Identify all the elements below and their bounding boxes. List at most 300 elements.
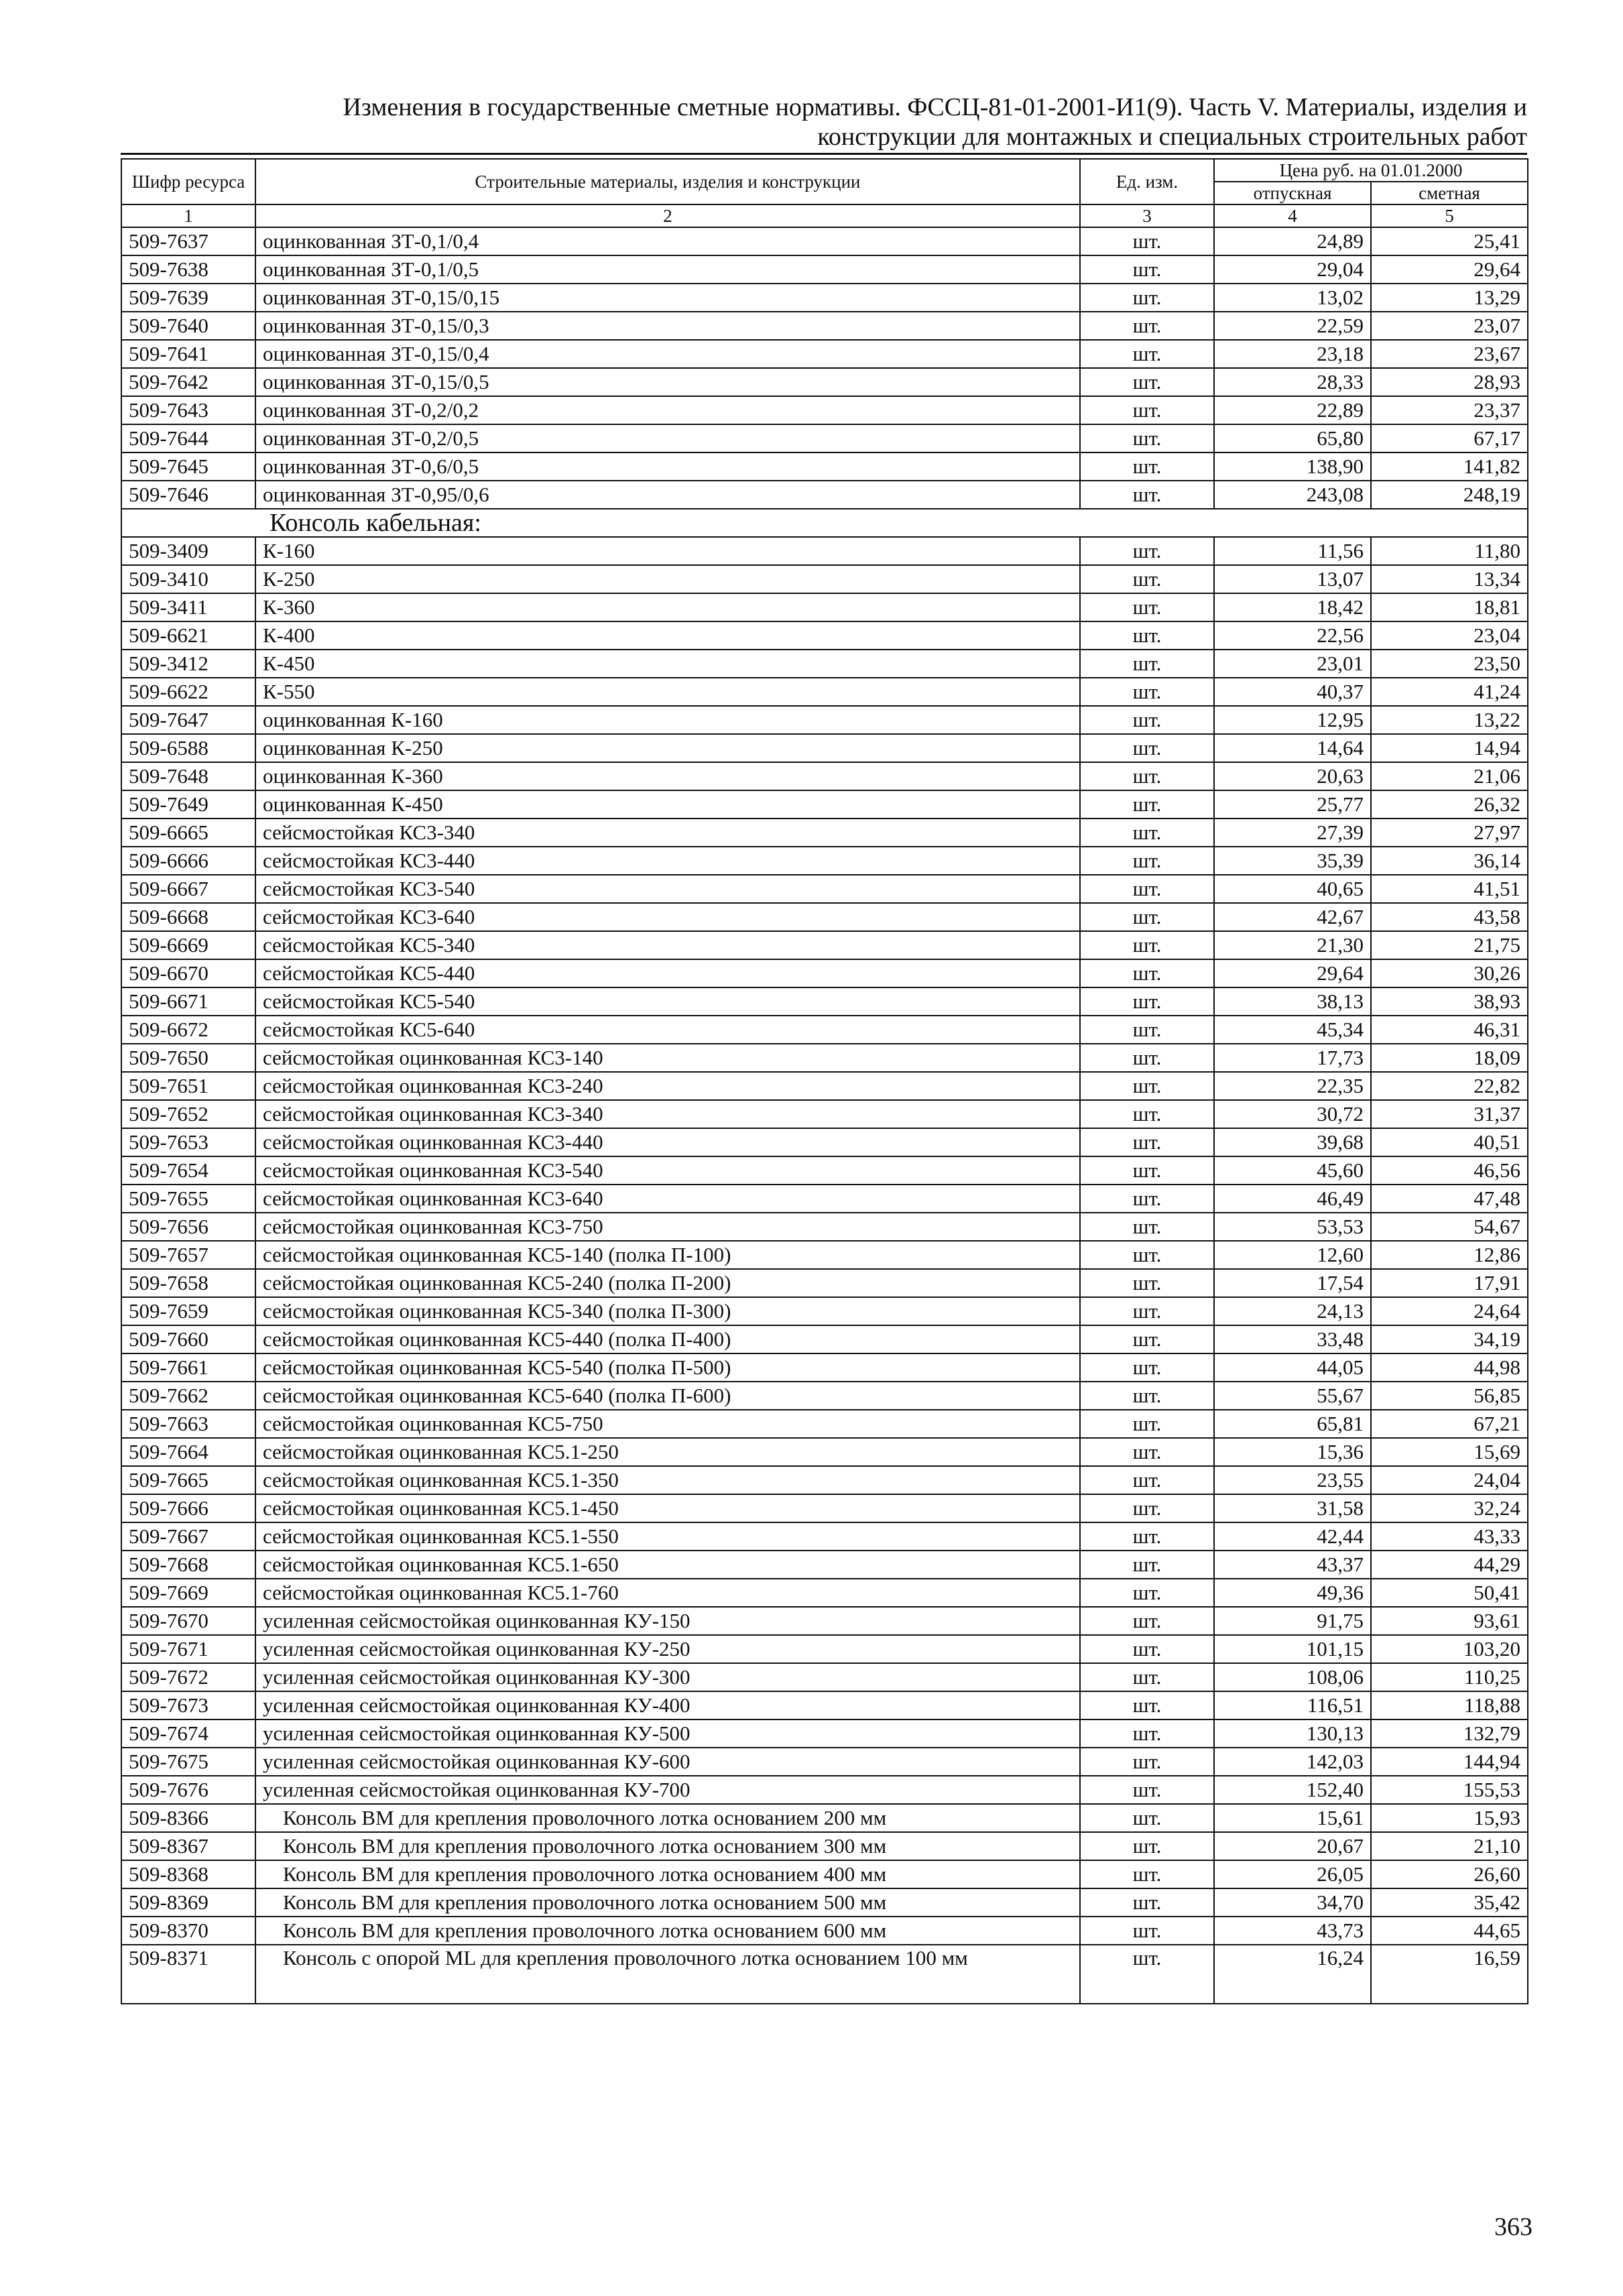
cell-p1: 38,13 <box>1214 987 1371 1016</box>
cell-name: оцинкованная ЗТ-0,1/0,4 <box>255 227 1080 255</box>
cell-p1: 20,63 <box>1214 762 1371 790</box>
cell-unit: шт. <box>1080 1297 1214 1325</box>
cell-name: сейсмостойкая оцинкованная КС5.1-450 <box>255 1494 1080 1522</box>
cell-p2: 35,42 <box>1371 1888 1528 1917</box>
cell-p1: 14,64 <box>1214 734 1371 762</box>
cell-code: 509-3410 <box>121 565 255 593</box>
cell-code: 509-7656 <box>121 1213 255 1241</box>
table-row <box>121 1466 1528 1494</box>
cell-p2: 12,86 <box>1371 1241 1528 1269</box>
cell-code: 509-7658 <box>121 1269 255 1297</box>
table-row <box>121 1410 1528 1438</box>
cell-unit: шт. <box>1080 424 1214 452</box>
cell-p2: 15,93 <box>1371 1804 1528 1832</box>
cell-p2: 13,34 <box>1371 565 1528 593</box>
cell-p1: 43,73 <box>1214 1917 1371 1945</box>
cell-p1: 17,54 <box>1214 1269 1371 1297</box>
cell-unit: шт. <box>1080 1945 1214 2004</box>
cell-unit: шт. <box>1080 1719 1214 1748</box>
cell-unit: шт. <box>1080 1804 1214 1832</box>
cell-p2: 56,85 <box>1371 1382 1528 1410</box>
cell-p2: 21,75 <box>1371 931 1528 959</box>
table-row <box>121 875 1528 903</box>
cell-name: усиленная сейсмостойкая оцинкованная КУ-500 <box>255 1719 1080 1748</box>
cell-code: 509-6665 <box>121 819 255 847</box>
table-row <box>121 481 1528 509</box>
cell-code: 509-7664 <box>121 1438 255 1466</box>
table-row <box>121 931 1528 959</box>
cell-name: оцинкованная К-250 <box>255 734 1080 762</box>
table-row <box>121 1185 1528 1213</box>
cell-code: 509-7662 <box>121 1382 255 1410</box>
cell-p2: 44,29 <box>1371 1551 1528 1579</box>
cell-p2: 110,25 <box>1371 1663 1528 1691</box>
cell-unit: шт. <box>1080 1213 1214 1241</box>
cell-unit: шт. <box>1080 368 1214 396</box>
table-row <box>121 1325 1528 1353</box>
cell-code: 509-8371 <box>121 1945 255 2004</box>
cell-p1: 16,24 <box>1214 1945 1371 2004</box>
col-number: 5 <box>1371 204 1528 227</box>
cell-unit: шт. <box>1080 1522 1214 1551</box>
table-row <box>121 1945 1528 2004</box>
col-number: 1 <box>121 204 255 227</box>
cell-p2: 23,04 <box>1371 621 1528 650</box>
cell-unit: шт. <box>1080 1607 1214 1635</box>
cell-name: сейсмостойкая оцинкованная КС5.1-550 <box>255 1522 1080 1551</box>
cell-name: сейсмостойкая КС3-540 <box>255 875 1080 903</box>
cell-code: 509-7653 <box>121 1128 255 1156</box>
cell-name: сейсмостойкая оцинкованная КС3-240 <box>255 1072 1080 1100</box>
cell-p2: 118,88 <box>1371 1691 1528 1719</box>
cell-p2: 93,61 <box>1371 1607 1528 1635</box>
cell-p1: 130,13 <box>1214 1719 1371 1748</box>
table-row <box>121 1072 1528 1100</box>
section-title: Консоль кабельная: <box>121 509 1528 537</box>
cell-unit: шт. <box>1080 1551 1214 1579</box>
cell-code: 509-7644 <box>121 424 255 452</box>
cell-code: 509-7655 <box>121 1185 255 1213</box>
cell-p1: 23,55 <box>1214 1466 1371 1494</box>
table-row <box>121 1860 1528 1888</box>
cell-code: 509-7670 <box>121 1607 255 1635</box>
cell-p1: 39,68 <box>1214 1128 1371 1156</box>
cell-p2: 15,69 <box>1371 1438 1528 1466</box>
cell-name: сейсмостойкая оцинкованная КС3-540 <box>255 1156 1080 1185</box>
cell-p1: 31,58 <box>1214 1494 1371 1522</box>
cell-name: оцинкованная К-360 <box>255 762 1080 790</box>
cell-name: сейсмостойкая КС3-640 <box>255 903 1080 931</box>
table-row <box>121 847 1528 875</box>
cell-name: К-250 <box>255 565 1080 593</box>
cell-code: 509-6621 <box>121 621 255 650</box>
section-row <box>121 509 1528 537</box>
table-row <box>121 1156 1528 1185</box>
cell-p2: 25,41 <box>1371 227 1528 255</box>
cell-name: сейсмостойкая оцинкованная КС5-540 (полка П-500) <box>255 1353 1080 1382</box>
cell-p1: 29,64 <box>1214 959 1371 987</box>
cell-code: 509-7648 <box>121 762 255 790</box>
cell-code: 509-7674 <box>121 1719 255 1748</box>
cell-p2: 24,64 <box>1371 1297 1528 1325</box>
table-row <box>121 903 1528 931</box>
cell-p1: 21,30 <box>1214 931 1371 959</box>
cell-p2: 21,10 <box>1371 1832 1528 1860</box>
cell-unit: шт. <box>1080 1832 1214 1860</box>
cell-code: 509-8369 <box>121 1888 255 1917</box>
cell-code: 509-7637 <box>121 227 255 255</box>
table-row <box>121 678 1528 706</box>
cell-name: Консоль ВМ для крепления проволочного лотка основанием 600 мм <box>255 1917 1080 1945</box>
cell-name: К-400 <box>255 621 1080 650</box>
table-row <box>121 1663 1528 1691</box>
cell-p2: 21,06 <box>1371 762 1528 790</box>
table-row <box>121 1776 1528 1804</box>
table-row <box>121 1100 1528 1128</box>
table-row <box>121 1522 1528 1551</box>
cell-name: оцинкованная ЗТ-0,15/0,4 <box>255 340 1080 368</box>
col-header-release: отпускная <box>1214 182 1371 204</box>
cell-code: 509-8370 <box>121 1917 255 1945</box>
cell-p2: 43,33 <box>1371 1522 1528 1551</box>
cell-p1: 45,34 <box>1214 1016 1371 1044</box>
cell-name: оцинкованная ЗТ-0,15/0,5 <box>255 368 1080 396</box>
cell-name: Консоль ВМ для крепления проволочного лотка основанием 200 мм <box>255 1804 1080 1832</box>
cell-code: 509-7647 <box>121 706 255 734</box>
cell-p1: 13,07 <box>1214 565 1371 593</box>
cell-name: сейсмостойкая оцинкованная КС5.1-760 <box>255 1579 1080 1607</box>
cell-p2: 132,79 <box>1371 1719 1528 1748</box>
cell-p1: 91,75 <box>1214 1607 1371 1635</box>
cell-code: 509-7659 <box>121 1297 255 1325</box>
cell-p1: 22,59 <box>1214 312 1371 340</box>
cell-name: К-450 <box>255 650 1080 678</box>
cell-unit: шт. <box>1080 1748 1214 1776</box>
cell-p1: 12,95 <box>1214 706 1371 734</box>
cell-unit: шт. <box>1080 396 1214 424</box>
cell-name: оцинкованная ЗТ-0,2/0,5 <box>255 424 1080 452</box>
cell-unit: шт. <box>1080 706 1214 734</box>
cell-code: 509-8368 <box>121 1860 255 1888</box>
table-row <box>121 227 1528 255</box>
cell-code: 509-7667 <box>121 1522 255 1551</box>
cell-p2: 44,98 <box>1371 1353 1528 1382</box>
cell-name: сейсмостойкая оцинкованная КС3-340 <box>255 1100 1080 1128</box>
cell-name: оцинкованная ЗТ-0,6/0,5 <box>255 452 1080 481</box>
cell-code: 509-7651 <box>121 1072 255 1100</box>
cell-p2: 46,56 <box>1371 1156 1528 1185</box>
cell-p1: 13,02 <box>1214 284 1371 312</box>
cell-code: 509-8367 <box>121 1832 255 1860</box>
cell-unit: шт. <box>1080 678 1214 706</box>
cell-name: сейсмостойкая КС5-440 <box>255 959 1080 987</box>
cell-code: 509-7650 <box>121 1044 255 1072</box>
cell-code: 509-6668 <box>121 903 255 931</box>
table-row <box>121 1241 1528 1269</box>
price-table <box>121 158 1528 2004</box>
col-header-name: Строительные материалы, изделия и конструкции <box>255 159 1080 204</box>
table-row <box>121 1607 1528 1635</box>
cell-p1: 24,13 <box>1214 1297 1371 1325</box>
cell-p1: 49,36 <box>1214 1579 1371 1607</box>
cell-unit: шт. <box>1080 621 1214 650</box>
cell-code: 509-7671 <box>121 1635 255 1663</box>
cell-p2: 29,64 <box>1371 255 1528 284</box>
cell-p2: 67,21 <box>1371 1410 1528 1438</box>
cell-unit: шт. <box>1080 284 1214 312</box>
cell-p1: 28,33 <box>1214 368 1371 396</box>
cell-p1: 20,67 <box>1214 1832 1371 1860</box>
table-header-row <box>121 159 1528 182</box>
cell-p1: 152,40 <box>1214 1776 1371 1804</box>
cell-unit: шт. <box>1080 1072 1214 1100</box>
cell-unit: шт. <box>1080 312 1214 340</box>
cell-p2: 36,14 <box>1371 847 1528 875</box>
cell-code: 509-6622 <box>121 678 255 706</box>
cell-name: сейсмостойкая оцинкованная КС3-640 <box>255 1185 1080 1213</box>
table-row <box>121 819 1528 847</box>
cell-name: оцинкованная ЗТ-0,2/0,2 <box>255 396 1080 424</box>
cell-p1: 42,67 <box>1214 903 1371 931</box>
cell-code: 509-7638 <box>121 255 255 284</box>
table-row <box>121 1917 1528 1945</box>
cell-p1: 44,05 <box>1214 1353 1371 1382</box>
cell-unit: шт. <box>1080 1691 1214 1719</box>
cell-p1: 108,06 <box>1214 1663 1371 1691</box>
table-row <box>121 790 1528 819</box>
cell-p2: 43,58 <box>1371 903 1528 931</box>
cell-name: сейсмостойкая КС5-340 <box>255 931 1080 959</box>
cell-p2: 44,65 <box>1371 1917 1528 1945</box>
cell-name: К-360 <box>255 593 1080 621</box>
cell-name: сейсмостойкая КС3-440 <box>255 847 1080 875</box>
table-row <box>121 565 1528 593</box>
cell-p1: 116,51 <box>1214 1691 1371 1719</box>
table-row <box>121 1213 1528 1241</box>
cell-unit: шт. <box>1080 1635 1214 1663</box>
table-row <box>121 284 1528 312</box>
cell-name: сейсмостойкая оцинкованная КС5.1-250 <box>255 1438 1080 1466</box>
cell-code: 509-7654 <box>121 1156 255 1185</box>
cell-name: оцинкованная ЗТ-0,15/0,15 <box>255 284 1080 312</box>
cell-name: усиленная сейсмостойкая оцинкованная КУ-150 <box>255 1607 1080 1635</box>
cell-p1: 23,18 <box>1214 340 1371 368</box>
cell-p1: 40,37 <box>1214 678 1371 706</box>
cell-p2: 47,48 <box>1371 1185 1528 1213</box>
cell-p1: 15,36 <box>1214 1438 1371 1466</box>
table-row <box>121 734 1528 762</box>
cell-p1: 53,53 <box>1214 1213 1371 1241</box>
cell-name: оцинкованная К-450 <box>255 790 1080 819</box>
cell-name: усиленная сейсмостойкая оцинкованная КУ-300 <box>255 1663 1080 1691</box>
cell-name: оцинкованная К-160 <box>255 706 1080 734</box>
cell-p1: 30,72 <box>1214 1100 1371 1128</box>
cell-p2: 41,24 <box>1371 678 1528 706</box>
cell-p2: 30,26 <box>1371 959 1528 987</box>
cell-p2: 67,17 <box>1371 424 1528 452</box>
cell-code: 509-7672 <box>121 1663 255 1691</box>
cell-code: 509-7676 <box>121 1776 255 1804</box>
cell-p2: 103,20 <box>1371 1635 1528 1663</box>
cell-name: К-550 <box>255 678 1080 706</box>
cell-code: 509-7675 <box>121 1748 255 1776</box>
cell-code: 509-7665 <box>121 1466 255 1494</box>
cell-unit: шт. <box>1080 1438 1214 1466</box>
col-number: 2 <box>255 204 1080 227</box>
cell-name: усиленная сейсмостойкая оцинкованная КУ-700 <box>255 1776 1080 1804</box>
cell-name: оцинкованная ЗТ-0,1/0,5 <box>255 255 1080 284</box>
table-row <box>121 1832 1528 1860</box>
cell-p1: 12,60 <box>1214 1241 1371 1269</box>
cell-p1: 138,90 <box>1214 452 1371 481</box>
cell-p2: 23,37 <box>1371 396 1528 424</box>
cell-unit: шт. <box>1080 1776 1214 1804</box>
cell-unit: шт. <box>1080 481 1214 509</box>
table-row <box>121 396 1528 424</box>
cell-p1: 65,81 <box>1214 1410 1371 1438</box>
cell-p1: 11,56 <box>1214 537 1371 565</box>
table-row <box>121 1269 1528 1297</box>
table-row <box>121 1748 1528 1776</box>
cell-p2: 17,91 <box>1371 1269 1528 1297</box>
cell-name: усиленная сейсмостойкая оцинкованная КУ-250 <box>255 1635 1080 1663</box>
cell-name: оцинкованная ЗТ-0,95/0,6 <box>255 481 1080 509</box>
cell-p1: 22,56 <box>1214 621 1371 650</box>
cell-code: 509-3409 <box>121 537 255 565</box>
cell-code: 509-6588 <box>121 734 255 762</box>
cell-name: сейсмостойкая КС3-340 <box>255 819 1080 847</box>
table-row <box>121 1382 1528 1410</box>
table-row <box>121 1297 1528 1325</box>
cell-p2: 46,31 <box>1371 1016 1528 1044</box>
cell-code: 509-7669 <box>121 1579 255 1607</box>
table-row <box>121 452 1528 481</box>
cell-p2: 22,82 <box>1371 1072 1528 1100</box>
cell-code: 509-7649 <box>121 790 255 819</box>
cell-p1: 15,61 <box>1214 1804 1371 1832</box>
table-row <box>121 1635 1528 1663</box>
cell-p1: 45,60 <box>1214 1156 1371 1185</box>
cell-p2: 11,80 <box>1371 537 1528 565</box>
cell-name: усиленная сейсмостойкая оцинкованная КУ-400 <box>255 1691 1080 1719</box>
cell-p2: 14,94 <box>1371 734 1528 762</box>
cell-name: сейсмостойкая оцинкованная КС3-440 <box>255 1128 1080 1156</box>
col-header-price: Цена руб. на 01.01.2000 <box>1214 159 1528 182</box>
cell-p2: 13,29 <box>1371 284 1528 312</box>
cell-unit: шт. <box>1080 565 1214 593</box>
cell-unit: шт. <box>1080 1860 1214 1888</box>
cell-unit: шт. <box>1080 1241 1214 1269</box>
cell-code: 509-7668 <box>121 1551 255 1579</box>
cell-p2: 32,24 <box>1371 1494 1528 1522</box>
page-number: 363 <box>1494 2213 1532 2241</box>
cell-name: сейсмостойкая оцинкованная КС5.1-350 <box>255 1466 1080 1494</box>
table-row <box>121 1579 1528 1607</box>
cell-name: Консоль ВМ для крепления проволочного лотка основанием 400 мм <box>255 1860 1080 1888</box>
header-rule <box>121 153 1527 155</box>
table-row <box>121 762 1528 790</box>
table-row <box>121 1044 1528 1072</box>
cell-p1: 46,49 <box>1214 1185 1371 1213</box>
cell-p2: 13,22 <box>1371 706 1528 734</box>
cell-name: сейсмостойкая оцинкованная КС5-240 (полка П-200) <box>255 1269 1080 1297</box>
cell-name: усиленная сейсмостойкая оцинкованная КУ-600 <box>255 1748 1080 1776</box>
table-row <box>121 1494 1528 1522</box>
cell-unit: шт. <box>1080 847 1214 875</box>
table-row <box>121 1438 1528 1466</box>
cell-p2: 28,93 <box>1371 368 1528 396</box>
cell-code: 509-7646 <box>121 481 255 509</box>
header-line-1: Изменения в государственные сметные нормативы. ФССЦ-81-01-2001-И1(9). Часть V. Материалы, изделия и <box>343 93 1527 121</box>
cell-unit: шт. <box>1080 255 1214 284</box>
cell-unit: шт. <box>1080 1888 1214 1917</box>
cell-p2: 38,93 <box>1371 987 1528 1016</box>
cell-p1: 35,39 <box>1214 847 1371 875</box>
cell-code: 509-7663 <box>121 1410 255 1438</box>
table-row <box>121 1128 1528 1156</box>
cell-name: сейсмостойкая оцинкованная КС5-750 <box>255 1410 1080 1438</box>
cell-p1: 18,42 <box>1214 593 1371 621</box>
table-row <box>121 987 1528 1016</box>
cell-unit: шт. <box>1080 819 1214 847</box>
cell-unit: шт. <box>1080 1185 1214 1213</box>
cell-p2: 155,53 <box>1371 1776 1528 1804</box>
cell-p2: 16,59 <box>1371 1945 1528 2004</box>
cell-unit: шт. <box>1080 650 1214 678</box>
cell-p2: 18,81 <box>1371 593 1528 621</box>
cell-unit: шт. <box>1080 1494 1214 1522</box>
table-row <box>121 650 1528 678</box>
cell-code: 509-7643 <box>121 396 255 424</box>
table-row <box>121 537 1528 565</box>
table-row <box>121 1719 1528 1748</box>
cell-code: 509-6666 <box>121 847 255 875</box>
cell-code: 509-7673 <box>121 1691 255 1719</box>
cell-p2: 23,67 <box>1371 340 1528 368</box>
table-row <box>121 1551 1528 1579</box>
cell-p2: 248,19 <box>1371 481 1528 509</box>
cell-p1: 142,03 <box>1214 1748 1371 1776</box>
cell-unit: шт. <box>1080 1917 1214 1945</box>
cell-code: 509-3411 <box>121 593 255 621</box>
cell-p2: 141,82 <box>1371 452 1528 481</box>
table-row <box>121 255 1528 284</box>
col-header-unit: Ед. изм. <box>1080 159 1214 204</box>
cell-name: сейсмостойкая оцинкованная КС5-640 (полка П-600) <box>255 1382 1080 1410</box>
cell-name: сейсмостойкая оцинкованная КС5-440 (полка П-400) <box>255 1325 1080 1353</box>
cell-code: 509-7660 <box>121 1325 255 1353</box>
column-numbers-row <box>121 204 1528 227</box>
cell-unit: шт. <box>1080 1325 1214 1353</box>
cell-unit: шт. <box>1080 1579 1214 1607</box>
cell-unit: шт. <box>1080 1663 1214 1691</box>
cell-unit: шт. <box>1080 1410 1214 1438</box>
table-row <box>121 1691 1528 1719</box>
cell-p2: 24,04 <box>1371 1466 1528 1494</box>
cell-p1: 243,08 <box>1214 481 1371 509</box>
col-number: 4 <box>1214 204 1371 227</box>
cell-unit: шт. <box>1080 1100 1214 1128</box>
cell-p1: 26,05 <box>1214 1860 1371 1888</box>
cell-unit: шт. <box>1080 1128 1214 1156</box>
cell-p2: 23,07 <box>1371 312 1528 340</box>
cell-unit: шт. <box>1080 1016 1214 1044</box>
cell-name: К-160 <box>255 537 1080 565</box>
cell-p1: 29,04 <box>1214 255 1371 284</box>
cell-p1: 25,77 <box>1214 790 1371 819</box>
cell-unit: шт. <box>1080 340 1214 368</box>
cell-code: 509-6670 <box>121 959 255 987</box>
